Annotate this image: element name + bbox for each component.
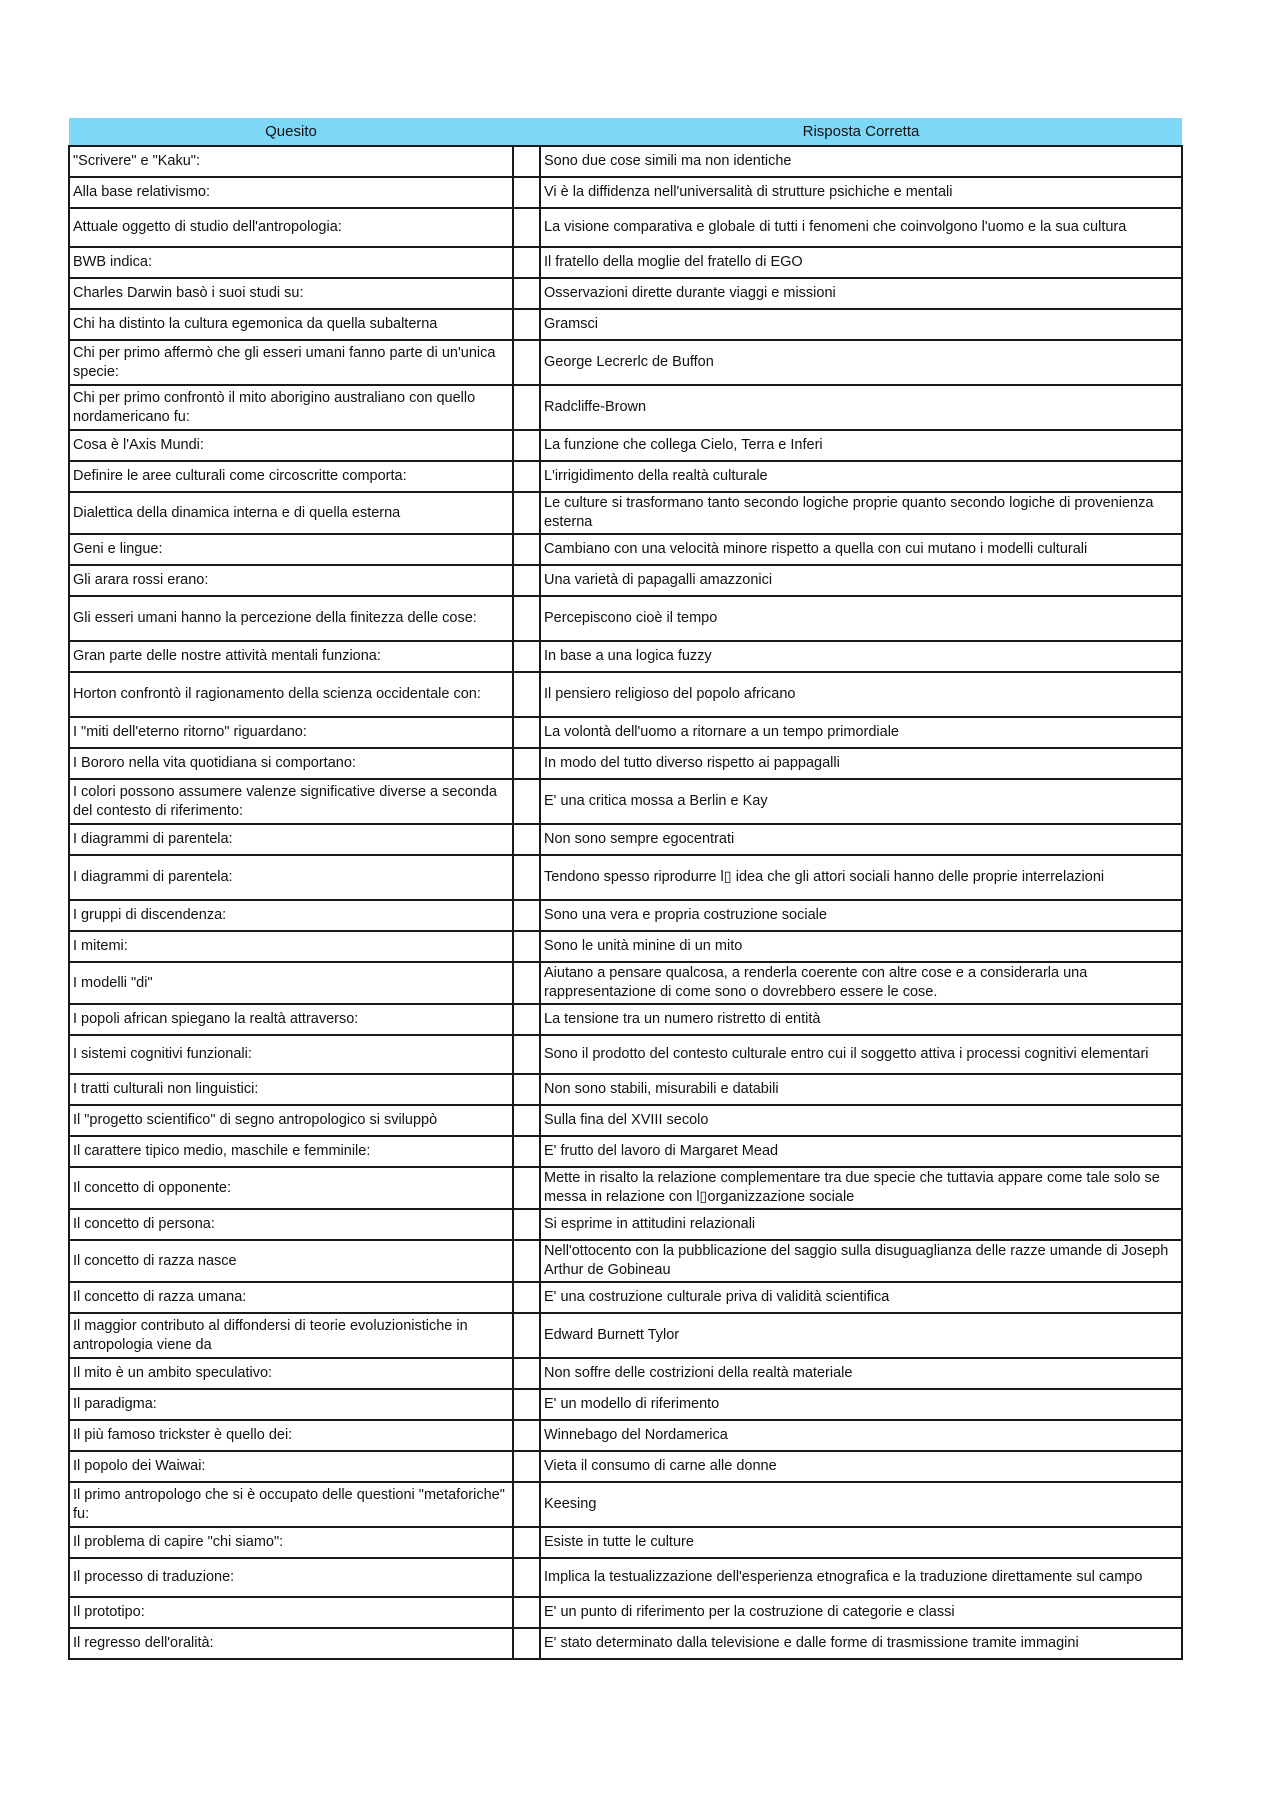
spacer-cell — [513, 146, 540, 177]
question-cell: Il concetto di razza nasce — [69, 1240, 513, 1282]
spacer-cell — [513, 247, 540, 278]
question-cell: I mitemi: — [69, 931, 513, 962]
spacer-cell — [513, 492, 540, 534]
question-cell: "Scrivere" e "Kaku": — [69, 146, 513, 177]
question-cell: Dialettica della dinamica interna e di quella esterna — [69, 492, 513, 534]
answer-cell: In base a una logica fuzzy — [540, 641, 1182, 672]
answer-cell: Si esprime in attitudini relazionali — [540, 1209, 1182, 1240]
spacer-cell — [513, 430, 540, 461]
spacer-cell — [513, 931, 540, 962]
answer-cell: Percepiscono cioè il tempo — [540, 596, 1182, 641]
answer-cell: E' una costruzione culturale priva di validità scientifica — [540, 1282, 1182, 1313]
spacer-cell — [513, 855, 540, 900]
question-cell: Gran parte delle nostre attività mentali funziona: — [69, 641, 513, 672]
question-cell: Il mito è un ambito speculativo: — [69, 1358, 513, 1389]
table-row — [69, 1074, 1182, 1105]
table-row — [69, 340, 1182, 385]
table-row — [69, 824, 1182, 855]
question-cell: I tratti culturali non linguistici: — [69, 1074, 513, 1105]
spacer-cell — [513, 962, 540, 1004]
question-cell: Il primo antropologo che si è occupato delle questioni "metaforiche" fu: — [69, 1482, 513, 1527]
answer-cell: Vi è la diffidenza nell'universalità di strutture psichiche e mentali — [540, 177, 1182, 208]
answer-cell: Non sono sempre egocentrati — [540, 824, 1182, 855]
table-row — [69, 1358, 1182, 1389]
table-row — [69, 492, 1182, 534]
answer-cell: Non sono stabili, misurabili e databili — [540, 1074, 1182, 1105]
answer-cell: Winnebago del Nordamerica — [540, 1420, 1182, 1451]
question-cell: Chi ha distinto la cultura egemonica da quella subalterna — [69, 309, 513, 340]
answer-cell: Nell'ottocento con la pubblicazione del saggio sulla disuguaglianza delle razze umande di Joseph Arthur de Gobineau — [540, 1240, 1182, 1282]
question-cell: Attuale oggetto di studio dell'antropologia: — [69, 208, 513, 247]
table-row — [69, 1282, 1182, 1313]
table-body — [69, 146, 1182, 1659]
table-row — [69, 1597, 1182, 1628]
table-row — [69, 1558, 1182, 1597]
table-row — [69, 461, 1182, 492]
question-cell: Il più famoso trickster è quello dei: — [69, 1420, 513, 1451]
table-row — [69, 1136, 1182, 1167]
spacer-cell — [513, 596, 540, 641]
table-row — [69, 1389, 1182, 1420]
answer-cell: Il fratello della moglie del fratello di EGO — [540, 247, 1182, 278]
spacer-cell — [513, 1136, 540, 1167]
spacer-cell — [513, 641, 540, 672]
question-cell: Il concetto di opponente: — [69, 1167, 513, 1209]
spacer-cell — [513, 824, 540, 855]
answer-cell: Aiutano a pensare qualcosa, a renderla coerente con altre cose e a considerarla una rappresentazione di come sono o dovrebbero essere le cose. — [540, 962, 1182, 1004]
question-cell: Il carattere tipico medio, maschile e femminile: — [69, 1136, 513, 1167]
table-row — [69, 1420, 1182, 1451]
spacer-cell — [513, 1558, 540, 1597]
question-cell: Gli esseri umani hanno la percezione della finitezza delle cose: — [69, 596, 513, 641]
question-cell: I Bororo nella vita quotidiana si comportano: — [69, 748, 513, 779]
answer-cell: Gramsci — [540, 309, 1182, 340]
table-row — [69, 208, 1182, 247]
table-row — [69, 1482, 1182, 1527]
table-row — [69, 565, 1182, 596]
spacer-cell — [513, 309, 540, 340]
table-row — [69, 1451, 1182, 1482]
spacer-cell — [513, 385, 540, 430]
question-cell: Il concetto di persona: — [69, 1209, 513, 1240]
answer-cell: Mette in risalto la relazione complementare tra due specie che tuttavia appare come tale solo se messa in relazione con l▯organizzazione sociale — [540, 1167, 1182, 1209]
spacer-cell — [513, 1628, 540, 1659]
question-cell: I "miti dell'eterno ritorno" riguardano: — [69, 717, 513, 748]
spacer-cell — [513, 1482, 540, 1527]
spacer-cell — [513, 1209, 540, 1240]
spacer-cell — [513, 672, 540, 717]
spacer-cell — [513, 1167, 540, 1209]
answer-cell: Sono una vera e propria costruzione sociale — [540, 900, 1182, 931]
spacer-cell — [513, 900, 540, 931]
table-row — [69, 1628, 1182, 1659]
question-cell: I modelli "di" — [69, 962, 513, 1004]
table-row — [69, 641, 1182, 672]
answer-cell: La visione comparativa e globale di tutti i fenomeni che coinvolgono l'uomo e la sua cultura — [540, 208, 1182, 247]
spacer-cell — [513, 1282, 540, 1313]
table-row — [69, 146, 1182, 177]
table-row — [69, 1240, 1182, 1282]
spacer-cell — [513, 1313, 540, 1358]
question-cell: I gruppi di discendenza: — [69, 900, 513, 931]
answer-cell: George Lecrerlc de Buffon — [540, 340, 1182, 385]
question-cell: I diagrammi di parentela: — [69, 855, 513, 900]
spacer-column-header — [513, 118, 540, 146]
question-cell: Horton confrontò il ragionamento della scienza occidentale con: — [69, 672, 513, 717]
table-row — [69, 1527, 1182, 1558]
answer-cell: Le culture si trasformano tanto secondo logiche proprie quanto secondo logiche di provenienza esterna — [540, 492, 1182, 534]
question-cell: I diagrammi di parentela: — [69, 824, 513, 855]
answer-cell: Radcliffe-Brown — [540, 385, 1182, 430]
spacer-cell — [513, 1004, 540, 1035]
answer-cell: L'irrigidimento della realtà culturale — [540, 461, 1182, 492]
spacer-cell — [513, 177, 540, 208]
table-row — [69, 1313, 1182, 1358]
spacer-cell — [513, 461, 540, 492]
spacer-cell — [513, 1451, 540, 1482]
answer-cell: Cambiano con una velocità minore rispetto a quella con cui mutano i modelli culturali — [540, 534, 1182, 565]
table-row — [69, 177, 1182, 208]
spacer-cell — [513, 340, 540, 385]
question-cell: Il "progetto scientifico" di segno antropologico si sviluppò — [69, 1105, 513, 1136]
table-row — [69, 430, 1182, 461]
question-cell: I sistemi cognitivi funzionali: — [69, 1035, 513, 1074]
answer-cell: E' un modello di riferimento — [540, 1389, 1182, 1420]
question-cell: Il prototipo: — [69, 1597, 513, 1628]
answer-cell: Osservazioni dirette durante viaggi e missioni — [540, 278, 1182, 309]
answer-cell: Implica la testualizzazione dell'esperienza etnografica e la traduzione direttamente sul campo — [540, 1558, 1182, 1597]
question-cell: I colori possono assumere valenze significative diverse a seconda del contesto di riferimento: — [69, 779, 513, 824]
header-row — [69, 118, 1182, 146]
spacer-cell — [513, 565, 540, 596]
spacer-cell — [513, 1358, 540, 1389]
question-cell: I popoli african spiegano la realtà attraverso: — [69, 1004, 513, 1035]
answer-cell: La funzione che collega Cielo, Terra e Inferi — [540, 430, 1182, 461]
answer-column-header: Risposta Corretta — [540, 118, 1182, 146]
answer-cell: E' un punto di riferimento per la costruzione di categorie e classi — [540, 1597, 1182, 1628]
question-cell: Gli arara rossi erano: — [69, 565, 513, 596]
question-cell: BWB indica: — [69, 247, 513, 278]
question-cell: Chi per primo affermò che gli esseri umani fanno parte di un'unica specie: — [69, 340, 513, 385]
table-row — [69, 900, 1182, 931]
spreadsheet-page — [68, 118, 1181, 1660]
question-cell: Cosa è l'Axis Mundi: — [69, 430, 513, 461]
answer-cell: Sono le unità minine di un mito — [540, 931, 1182, 962]
question-cell: Il regresso dell'oralità: — [69, 1628, 513, 1659]
table-row — [69, 385, 1182, 430]
answer-cell: E' frutto del lavoro di Margaret Mead — [540, 1136, 1182, 1167]
table-row — [69, 1167, 1182, 1209]
table-row — [69, 962, 1182, 1004]
question-cell: Geni e lingue: — [69, 534, 513, 565]
spacer-cell — [513, 1420, 540, 1451]
answer-cell: Edward Burnett Tylor — [540, 1313, 1182, 1358]
quiz-table — [68, 118, 1183, 1660]
table-row — [69, 855, 1182, 900]
table-row — [69, 596, 1182, 641]
answer-cell: E' una critica mossa a Berlin e Kay — [540, 779, 1182, 824]
table-row — [69, 1035, 1182, 1074]
table-row — [69, 931, 1182, 962]
answer-cell: Vieta il consumo di carne alle donne — [540, 1451, 1182, 1482]
spacer-cell — [513, 1035, 540, 1074]
question-cell: Charles Darwin basò i suoi studi su: — [69, 278, 513, 309]
table-row — [69, 309, 1182, 340]
table-row — [69, 748, 1182, 779]
spacer-cell — [513, 717, 540, 748]
table-row — [69, 278, 1182, 309]
answer-cell: Tendono spesso riprodurre l▯ idea che gli attori sociali hanno delle proprie interrelazioni — [540, 855, 1182, 900]
spacer-cell — [513, 278, 540, 309]
question-cell: Il paradigma: — [69, 1389, 513, 1420]
question-cell: Il maggior contributo al diffondersi di teorie evoluzionistiche in antropologia viene da — [69, 1313, 513, 1358]
spacer-cell — [513, 1527, 540, 1558]
question-cell: Il popolo dei Waiwai: — [69, 1451, 513, 1482]
spacer-cell — [513, 208, 540, 247]
table-row — [69, 779, 1182, 824]
answer-cell: Sulla fina del XVIII secolo — [540, 1105, 1182, 1136]
answer-cell: Il pensiero religioso del popolo africano — [540, 672, 1182, 717]
table-row — [69, 534, 1182, 565]
question-cell: Alla base relativismo: — [69, 177, 513, 208]
spacer-cell — [513, 1074, 540, 1105]
question-column-header: Quesito — [69, 118, 513, 146]
question-cell: Chi per primo confrontò il mito aborigino australiano con quello nordamericano fu: — [69, 385, 513, 430]
table-row — [69, 672, 1182, 717]
answer-cell: In modo del tutto diverso rispetto ai pappagalli — [540, 748, 1182, 779]
table-row — [69, 1209, 1182, 1240]
answer-cell: Esiste in tutte le culture — [540, 1527, 1182, 1558]
spacer-cell — [513, 1389, 540, 1420]
table-row — [69, 247, 1182, 278]
spacer-cell — [513, 1105, 540, 1136]
answer-cell: Non soffre delle costrizioni della realtà materiale — [540, 1358, 1182, 1389]
table-row — [69, 1004, 1182, 1035]
spacer-cell — [513, 779, 540, 824]
answer-cell: Una varietà di papagalli amazzonici — [540, 565, 1182, 596]
spacer-cell — [513, 1240, 540, 1282]
table-row — [69, 717, 1182, 748]
answer-cell: Keesing — [540, 1482, 1182, 1527]
question-cell: Il concetto di razza umana: — [69, 1282, 513, 1313]
question-cell: Il problema di capire "chi siamo": — [69, 1527, 513, 1558]
answer-cell: La volontà dell'uomo a ritornare a un tempo primordiale — [540, 717, 1182, 748]
spacer-cell — [513, 1597, 540, 1628]
spacer-cell — [513, 534, 540, 565]
answer-cell: E' stato determinato dalla televisione e dalle forme di trasmissione tramite immagini — [540, 1628, 1182, 1659]
answer-cell: La tensione tra un numero ristretto di entità — [540, 1004, 1182, 1035]
question-cell: Definire le aree culturali come circoscritte comporta: — [69, 461, 513, 492]
table-row — [69, 1105, 1182, 1136]
answer-cell: Sono il prodotto del contesto culturale entro cui il soggetto attiva i processi cognitivi elementari — [540, 1035, 1182, 1074]
question-cell: Il processo di traduzione: — [69, 1558, 513, 1597]
answer-cell: Sono due cose simili ma non identiche — [540, 146, 1182, 177]
spacer-cell — [513, 748, 540, 779]
